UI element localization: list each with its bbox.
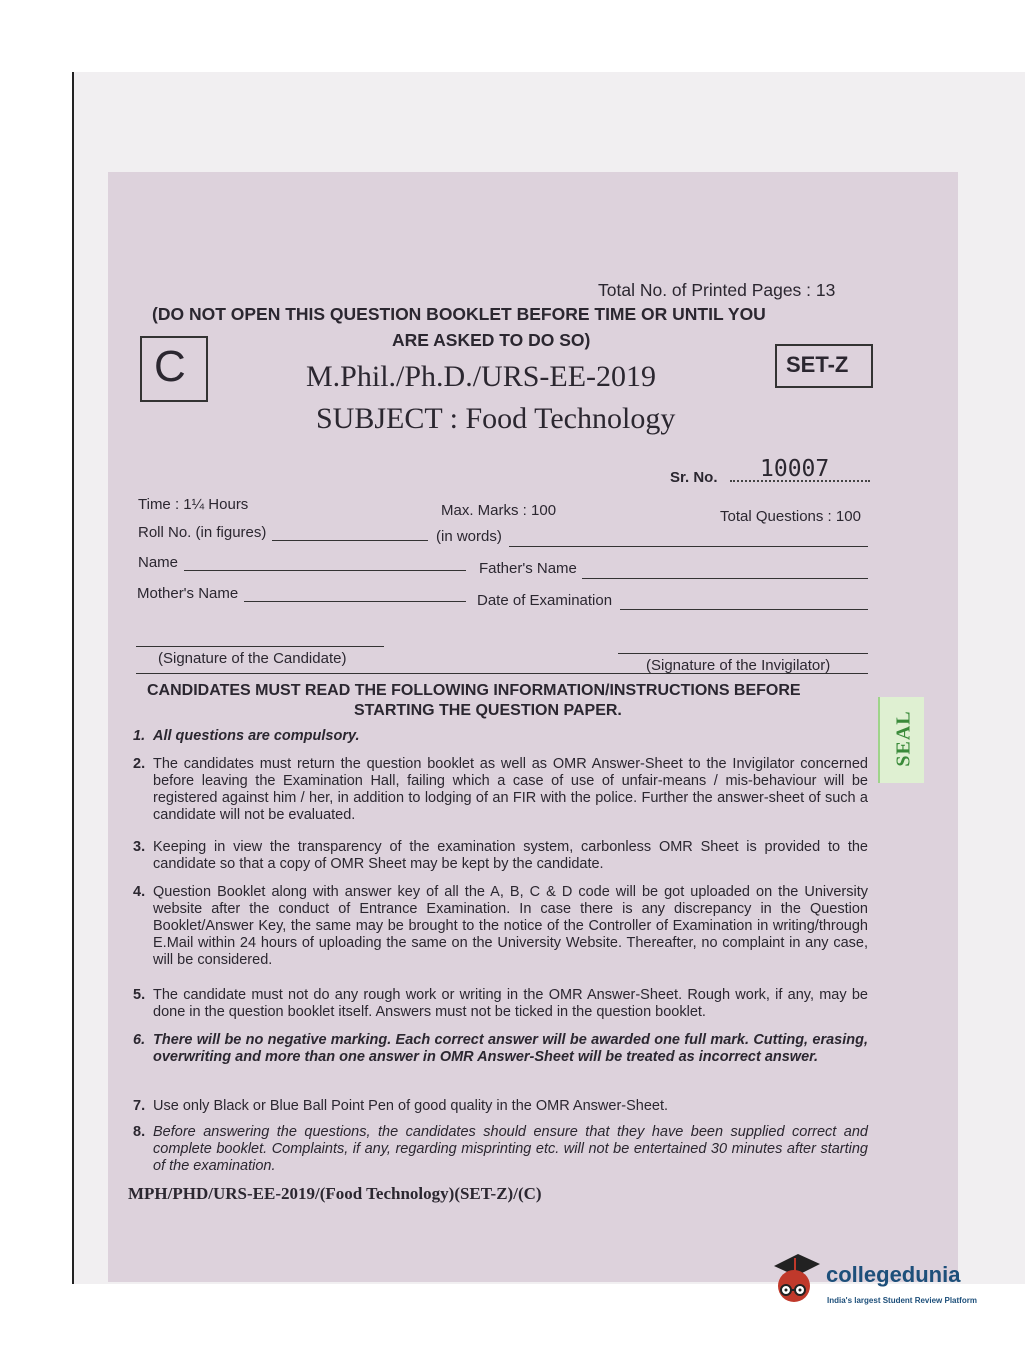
roll-no-line [272,540,428,541]
scan-edge [72,72,74,1284]
max-marks: Max. Marks : 100 [441,502,557,519]
fathers-name-label: Father's Name [479,560,577,577]
instructions-heading-2: STARTING THE QUESTION PAPER. [354,702,622,719]
booklet-code-box [140,336,208,402]
total-questions: Total Questions : 100 [720,508,861,525]
instruction-8: 8. Before answering the questions, the candidates should ensure that they have been supplied correct and complete booklet. Complaints, if any, regarding misprinting etc. will not be entertained 30 minutes after starting of the examination. [133,1124,868,1174]
sr-no-label: Sr. No. [670,469,718,486]
subject-title: SUBJECT : Food Technology [316,402,676,435]
date-of-exam-line [620,609,868,610]
set-label: SET-Z [786,352,849,377]
logo-tagline: India's largest Student Review Platform [827,1296,977,1305]
collegedunia-logo [770,1250,1000,1320]
total-pages: Total No. of Printed Pages : 13 [598,280,836,300]
booklet-code: C [154,342,186,391]
exam-title: M.Phil./Ph.D./URS-EE-2019 [306,360,657,393]
seal-stamp [878,697,924,783]
candidate-signature-line [136,646,384,647]
instructions-heading-1: CANDIDATES MUST READ THE FOLLOWING INFORMATION/INSTRUCTIONS BEFORE [147,682,801,699]
mascot-icon [770,1250,822,1312]
logo-brand: collegedunia [826,1262,961,1287]
footer-code: MPH/PHD/URS-EE-2019/(Food Technology)(SET-Z)/(C) [128,1184,542,1203]
mothers-name-line [244,601,466,602]
seal-text: SEAL [892,710,915,767]
roll-no-label: Roll No. (in figures) [138,524,267,541]
invigilator-signature-label: (Signature of the Invigilator) [646,657,831,674]
instruction-6: 6. There will be no negative marking. Each correct answer will be awarded one full mark. Cutting, erasing, overwriting and more than one answer in OMR Answer-Sheet will be treated as incorrect answer. [133,1032,868,1065]
separator-line [136,673,868,674]
instruction-3: 3. Keeping in view the transparency of the examination system, carbonless OMR Sheet is provided to the candidate so that a copy of OMR Sheet may be kept by the candidate. [133,839,868,872]
in-words-line [509,546,868,547]
warning-line-1: (DO NOT OPEN THIS QUESTION BOOKLET BEFORE TIME OR UNTIL YOU [152,304,766,324]
instruction-7: 7. Use only Black or Blue Ball Point Pen of good quality in the OMR Answer-Sheet. [133,1098,669,1114]
instruction-1: 1. All questions are compulsory. [133,728,360,744]
date-of-exam-label: Date of Examination [477,592,613,609]
instruction-2: 2. The candidates must return the question booklet as well as OMR Answer-Sheet to the Invigilator concerned before leaving the Examination Hall, failing which a case of use of unfair-means / mis-behaviour will be registered against him / her, in addition to lodging of an FIR with the police. Further the answer-sheet of such a candidate will not be evaluated. [133,756,868,823]
instruction-4: 4. Question Booklet along with answer key of all the A, B, C & D code will be got uploaded on the University website after the conduct of Entrance Examination. In case there is any discrepancy in the Question Booklet/Answer Key, the same may be brought to the notice of the Controller of Examination in writing/through E.Mail within 24 hours of uploading the same on the University Website. Thereafter, no complaint in any case, will be considered. [133,884,868,968]
name-label: Name [138,554,179,571]
name-line [184,570,466,571]
fathers-name-line [582,578,868,579]
instruction-5: 5. The candidate must not do any rough work or writing in the OMR Answer-Sheet. Rough work, if any, may be done in the question booklet itself. Answers must not be ticked in the question booklet. [133,987,868,1020]
sr-no-number: 10007 [760,456,830,482]
warning-line-2: ARE ASKED TO DO SO) [392,330,591,350]
invigilator-signature-line [618,653,868,654]
mothers-name-label: Mother's Name [137,585,239,602]
set-box [775,344,873,388]
in-words-label: (in words) [436,528,502,545]
time-allowed: Time : 1¼ Hours [138,496,249,513]
candidate-signature-label: (Signature of the Candidate) [158,650,347,667]
